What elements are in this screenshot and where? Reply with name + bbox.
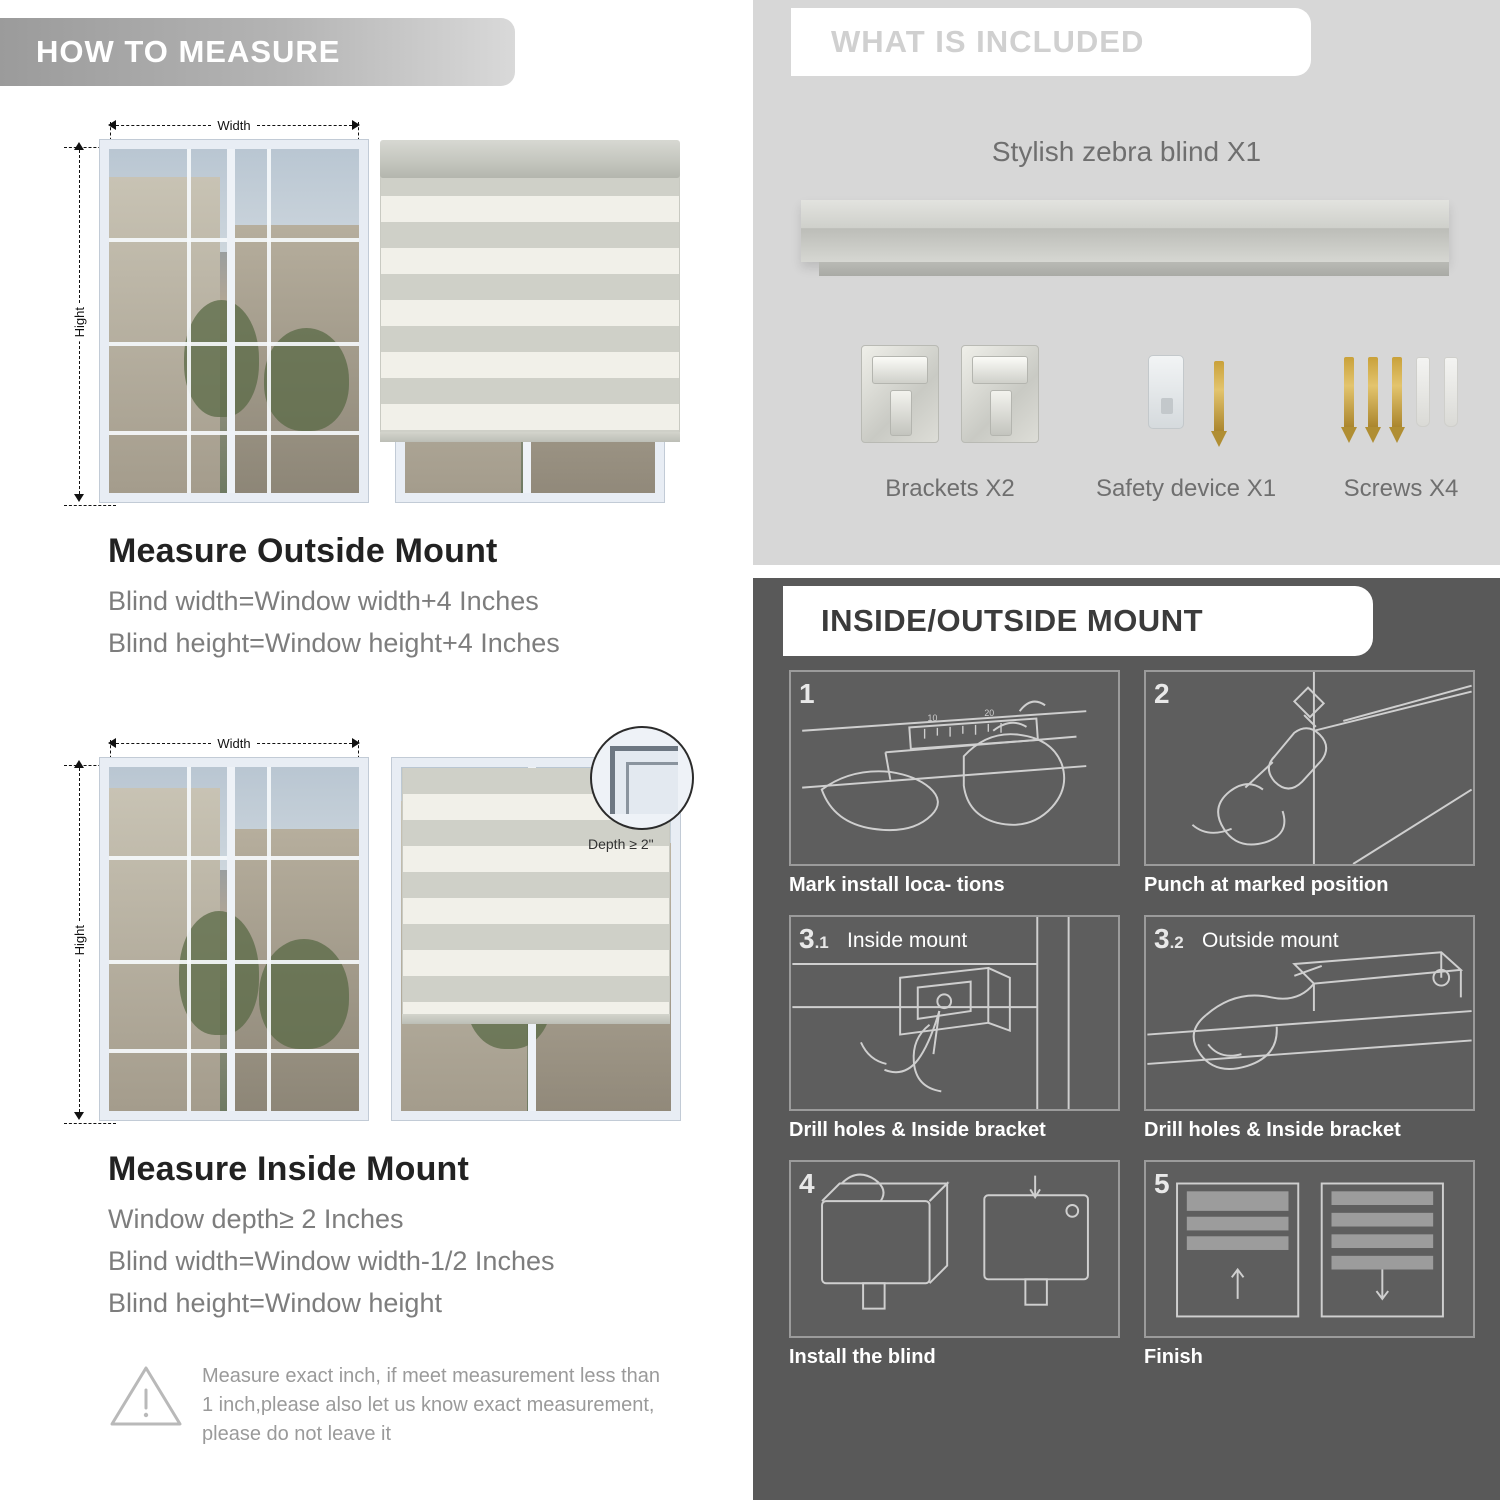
safety-device-icon xyxy=(1148,355,1184,429)
outside-height-label: Hight xyxy=(72,303,87,341)
depth-callout xyxy=(590,726,694,830)
blind-valance xyxy=(380,140,680,178)
step-1-illustration xyxy=(791,672,1118,864)
outside-width-dimension xyxy=(108,118,360,132)
inside-mount-heading: Measure Inside Mount xyxy=(108,1150,470,1188)
step-2 xyxy=(1144,670,1475,897)
svg-text:20: 20 xyxy=(984,708,995,719)
part-screws xyxy=(1301,345,1500,502)
inside-outside-mount-tab xyxy=(783,586,1373,656)
step-5-number: 5 xyxy=(1154,1168,1170,1199)
step-4-number: 4 xyxy=(799,1168,815,1199)
part-brackets-label: Brackets X2 xyxy=(885,475,1015,502)
inside-width-label: Width xyxy=(211,736,256,751)
bracket-icon xyxy=(861,345,939,443)
part-safety-device xyxy=(1053,345,1319,502)
screw-icon xyxy=(1392,357,1402,429)
inside-height-dimension xyxy=(72,760,86,1120)
step-5-caption: Finish xyxy=(1144,1346,1203,1368)
inside-mount-line-2: Blind width=Window width-1/2 Inches xyxy=(108,1246,555,1276)
product-title: Stylish zebra blind X1 xyxy=(991,136,1262,167)
outside-height-dimension xyxy=(72,142,86,502)
zebra-blind-headrail-image xyxy=(801,200,1449,262)
inside-mount-line-1: Window depth≥ 2 Inches xyxy=(108,1204,404,1234)
step-3-2-inline-label: Outside mount xyxy=(1202,929,1339,952)
step-4-illustration xyxy=(791,1162,1118,1336)
what-is-included-panel xyxy=(753,0,1500,565)
inside-outside-mount-title: INSIDE/OUTSIDE MOUNT xyxy=(821,603,1204,638)
part-brackets xyxy=(815,345,1085,502)
step-3-2 xyxy=(1144,915,1475,1142)
screw-icon xyxy=(1368,357,1378,429)
step-5 xyxy=(1144,1160,1475,1369)
part-screws-label: Screws X4 xyxy=(1343,475,1459,502)
inside-height-label: Hight xyxy=(72,921,87,959)
outside-width-label: Width xyxy=(211,118,256,133)
window-illustration-outside-mount xyxy=(380,140,680,502)
depth-label: Depth ≥ 2" xyxy=(588,836,654,852)
outside-mount-line-2: Blind height=Window height+4 Inches xyxy=(108,628,560,658)
inside-width-dimension xyxy=(108,736,360,750)
parts-row xyxy=(753,345,1500,525)
inside-mount-line-3: Blind height=Window height xyxy=(108,1288,442,1318)
step-3-1-number: 3.1 xyxy=(799,923,829,954)
measure-note xyxy=(108,1362,668,1449)
right-column xyxy=(745,0,1500,1500)
warning-icon xyxy=(108,1362,184,1449)
step-5-illustration xyxy=(1146,1162,1473,1336)
step-4-caption: Install the blind xyxy=(789,1346,936,1368)
step-2-number: 2 xyxy=(1154,678,1170,709)
step-3-1-inline-label: Inside mount xyxy=(847,929,968,952)
step-1 xyxy=(789,670,1120,897)
step-3-2-caption: Drill holes & Inside bracket xyxy=(1144,1119,1401,1141)
screw-icon xyxy=(1344,357,1354,429)
step-3-1-caption: Drill holes & Inside bracket xyxy=(789,1119,1046,1141)
step-3-1 xyxy=(789,915,1120,1142)
screw-icon xyxy=(1214,361,1224,433)
step-1-number: 1 xyxy=(799,678,815,709)
outside-mount-line-1: Blind width=Window width+4 Inches xyxy=(108,586,539,616)
step-2-illustration xyxy=(1146,672,1473,864)
window-illustration-bare xyxy=(100,140,368,502)
installation-steps xyxy=(789,670,1475,1387)
part-safety-device-label: Safety device X1 xyxy=(1095,475,1277,502)
how-to-measure-banner xyxy=(0,18,515,86)
step-2-caption: Punch at marked position xyxy=(1144,874,1389,896)
window-illustration-bare-2 xyxy=(100,758,368,1120)
what-is-included-tab xyxy=(791,8,1311,76)
how-to-measure-column xyxy=(0,0,745,1500)
step-1-caption: Mark install loca- tions xyxy=(789,874,1005,896)
inside-outside-mount-panel xyxy=(753,578,1500,1500)
how-to-measure-title: HOW TO MEASURE xyxy=(36,34,341,69)
step-3-2-number: 3.2 xyxy=(1154,923,1184,954)
measure-note-text: Measure exact inch, if meet measurement less than 1 inch,please also let us know exact measurement, please do not leave it xyxy=(202,1365,660,1445)
step-4 xyxy=(789,1160,1120,1369)
what-is-included-title: WHAT IS INCLUDED xyxy=(831,24,1145,59)
bracket-icon xyxy=(961,345,1039,443)
wall-anchor-icon xyxy=(1444,357,1458,427)
svg-text:10: 10 xyxy=(927,712,938,723)
outside-mount-heading: Measure Outside Mount xyxy=(108,532,498,570)
wall-anchor-icon xyxy=(1416,357,1430,427)
